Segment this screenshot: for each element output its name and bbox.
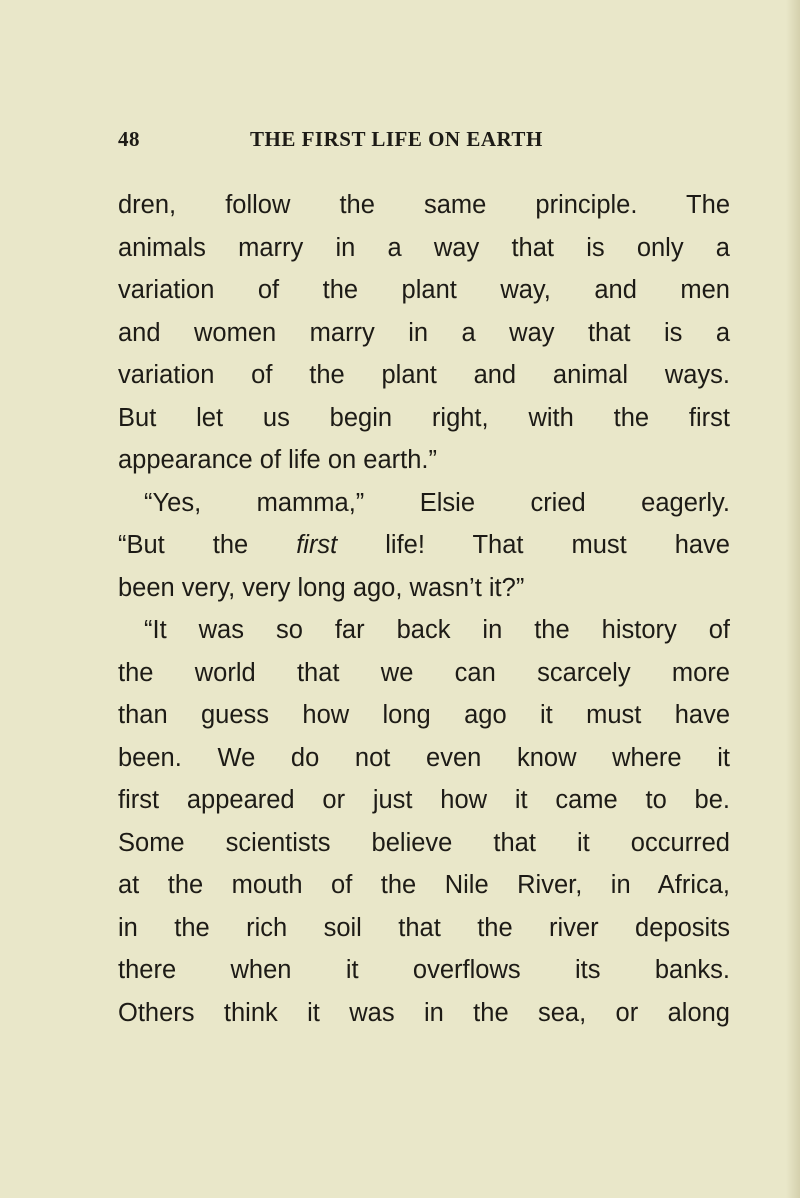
text-line: variation of the plant way, and men bbox=[118, 276, 730, 304]
text-fragment: life! That must have bbox=[385, 531, 730, 559]
text-line: But let us begin right, with the first bbox=[118, 403, 730, 432]
text-line: Some scientists believe that it occurred bbox=[118, 828, 730, 857]
text-line: been. We do not even know where it bbox=[118, 743, 730, 772]
text-line: and women marry in a way that is a bbox=[118, 318, 730, 347]
text-line: been very, very long ago, wasn’t it?” bbox=[118, 573, 525, 602]
page-edge-shadow bbox=[786, 0, 800, 1198]
page-number: 48 bbox=[118, 127, 140, 151]
body-text bbox=[118, 184, 730, 1034]
text-fragment: “But the bbox=[118, 531, 249, 559]
text-line: than guess how long ago it must have bbox=[118, 701, 730, 729]
text-line: appearance of life on earth.” bbox=[118, 446, 437, 474]
text-line: animals marry in a way that is only a bbox=[118, 233, 730, 262]
text-line: the world that we can scarcely more bbox=[118, 658, 730, 687]
text-line: “Yes, mamma,” Elsie cried eagerly. bbox=[144, 488, 730, 517]
text-line: variation of the plant and animal ways. bbox=[118, 361, 730, 389]
text-line-emphasis bbox=[118, 524, 730, 567]
text-line: Others think it was in the sea, or along bbox=[118, 998, 730, 1027]
text-line: at the mouth of the Nile River, in Africa, bbox=[118, 871, 730, 899]
text-line: first appeared or just how it came to be. bbox=[118, 786, 730, 814]
running-title: THE FIRST LIFE ON EARTH bbox=[250, 127, 543, 151]
running-head bbox=[118, 127, 728, 157]
text-line: “It was so far back in the history of bbox=[144, 616, 730, 644]
text-line: dren, follow the same principle. The bbox=[118, 191, 730, 219]
emphasized-word: first bbox=[296, 531, 338, 559]
text-line: in the rich soil that the river deposits bbox=[118, 913, 730, 942]
text-line: there when it overflows its banks. bbox=[118, 956, 730, 984]
